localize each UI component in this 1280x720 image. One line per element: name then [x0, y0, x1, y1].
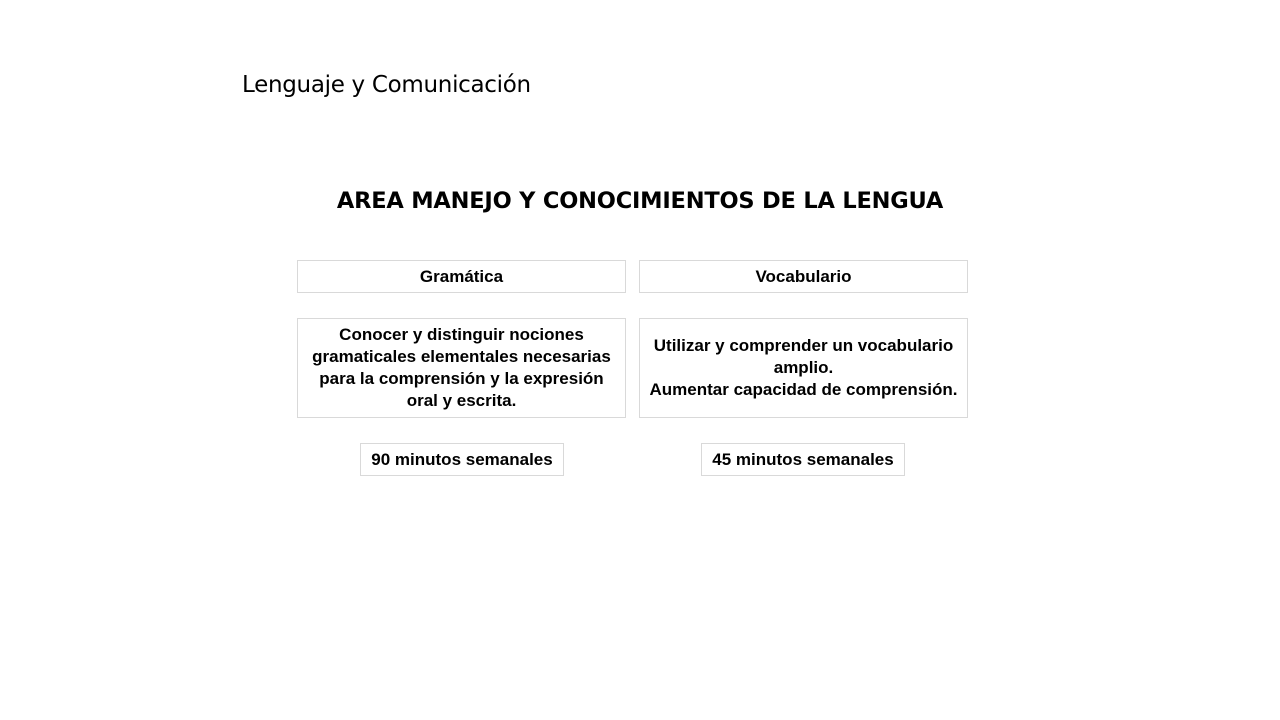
vocabulary-description-text: Utilizar y comprender un vocabulario amplio. Aumentar capacidad de comprensión.: [649, 336, 958, 399]
grammar-description-text: Conocer y distinguir nociones gramaticales elementales necesarias para la comprensión y la expresión oral y escrita.: [312, 325, 611, 410]
grammar-description-box: [297, 318, 626, 418]
vocabulary-description-box: [639, 318, 968, 418]
vocabulary-time-box: [701, 443, 905, 476]
vocabulary-header-label: Vocabulario: [755, 266, 852, 286]
slide-title: AREA MANEJO Y CONOCIMIENTOS DE LA LENGUA: [336, 188, 944, 214]
slide-subtitle: Lenguaje y Comunicación: [242, 72, 531, 98]
vocabulary-time-text: 45 minutos semanales: [712, 449, 894, 469]
grammar-header-box: [297, 260, 626, 293]
grammar-time-text: 90 minutos semanales: [371, 449, 553, 469]
grammar-time-box: [360, 443, 564, 476]
vocabulary-header-box: [639, 260, 968, 293]
grammar-header-label: Gramática: [419, 266, 504, 286]
